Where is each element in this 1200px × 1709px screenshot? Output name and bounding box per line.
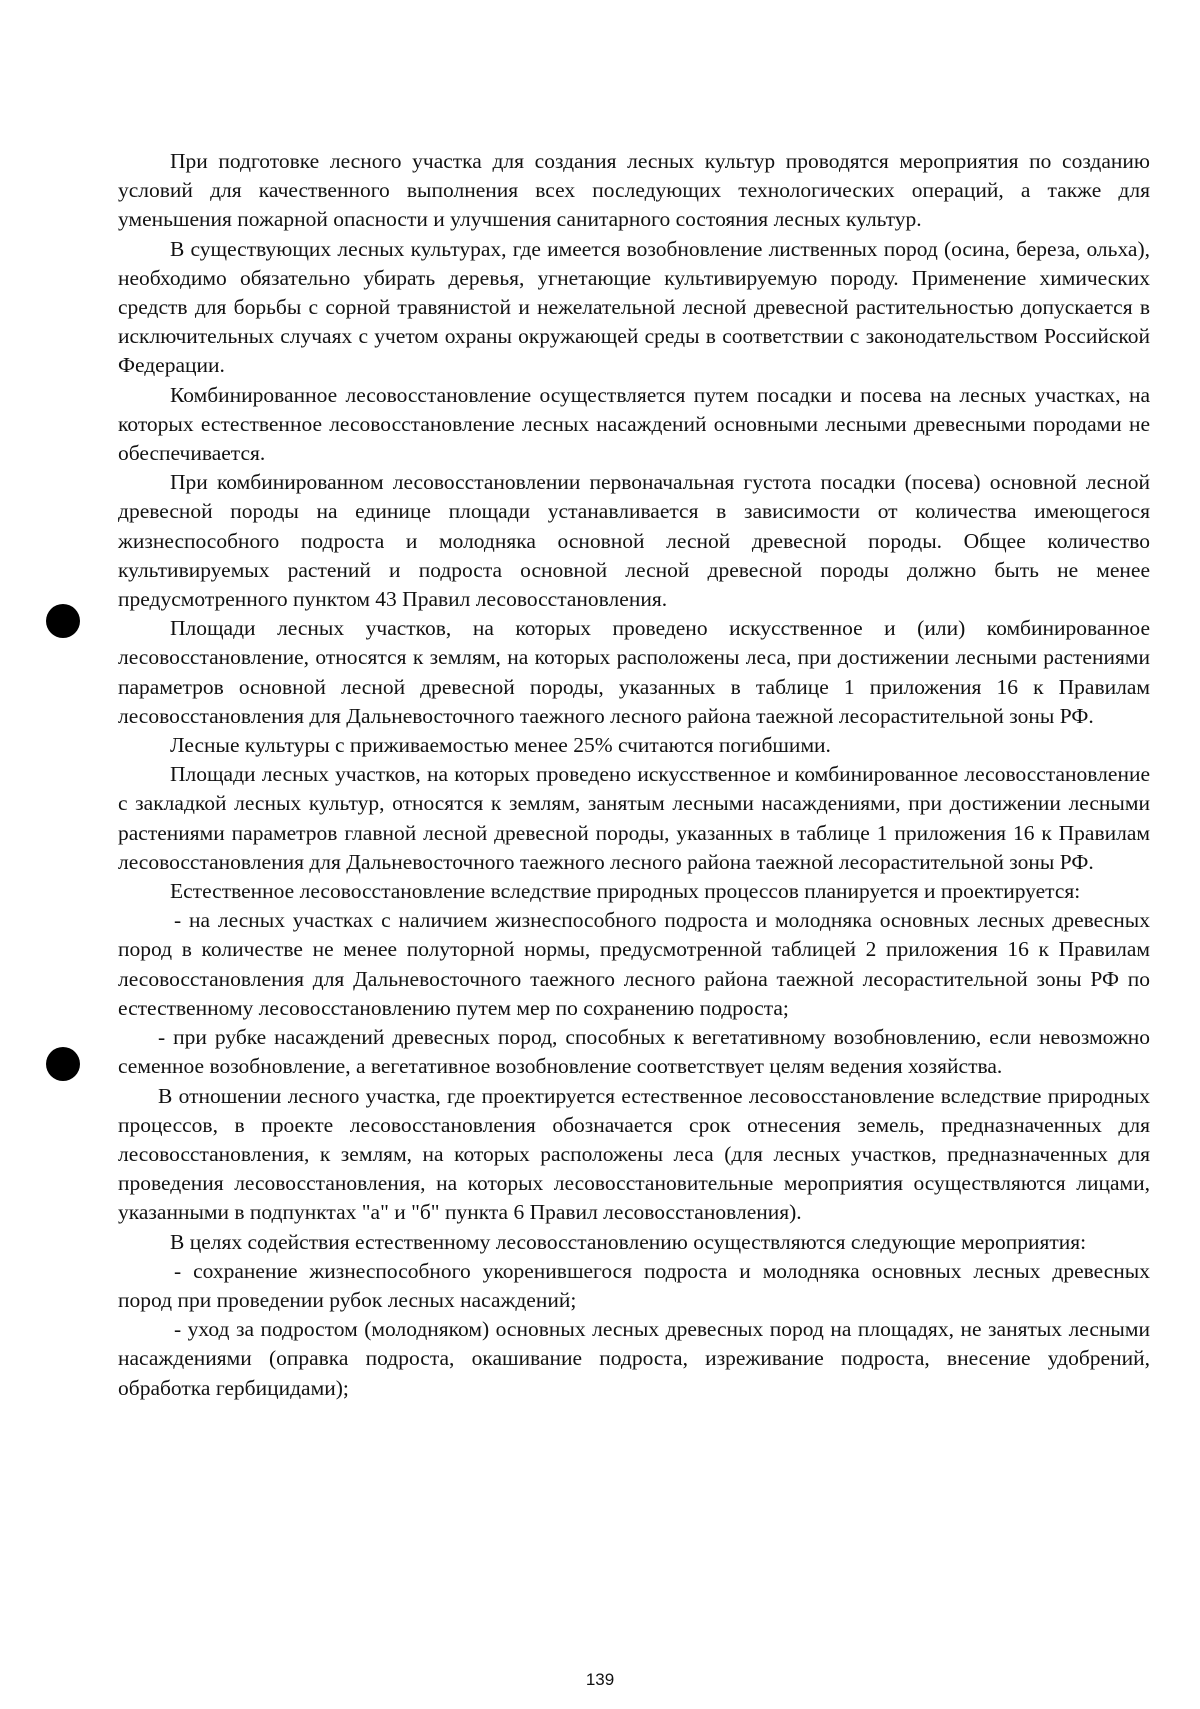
list-item-undergrowth: - на лесных участках с наличием жизнеспособного подроста и молодняка основных лесных древесных пород в количестве не менее полуторной нормы, предусмотренной таблицей 2 приложения 16 к Правилам лесовосстановления для Дальневосточного таежного лесного района таежной лесорастительной зоны РФ по естественному лесовосстановлению путем мер по сохранению подроста;	[118, 908, 1150, 1020]
document-body	[118, 147, 1150, 1403]
list-item-vegetative: - при рубке насаждений древесных пород, способных к вегетативному возобновлению, если невозможно семенное возобновление, а вегетативное возобновление соответствует целям ведения хозяйства.	[118, 1025, 1150, 1079]
page-number: 139	[585, 1670, 615, 1689]
paragraph-site-preparation: При подготовке лесного участка для создания лесных культур проводятся мероприятия по созданию условий для качественного выполнения всех последующих технологических операций, а также для уменьшения пожарной опасности и улучшения санитарного состояния лесных культур.	[118, 149, 1150, 232]
paragraph-existing-cultures: В существующих лесных культурах, где имеется возобновление лиственных пород (осина, береза, ольха), необходимо обязательно убирать деревья, угнетающие культивируемую породу. Применение химических средств для борьбы с сорной травянистой и нежелательной лесной древесной растительностью допускается в исключительных случаях с учетом охраны окружающей среды в соответствии с законодательством Российской Федерации.	[118, 236, 1150, 378]
paragraph-project-deadline: В отношении лесного участка, где проектируется естественное лесовосстановление вследствие природных процессов, в проекте лесовосстановления обозначается срок отнесения земель, предназначенных для лесовосстановления, к землям, на которых расположены леса (для лесных участков, предназначенных для проведения лесовосстановления, на которых лесовосстановительные мероприятия осуществляются лицами, указанными в подпунктах "а" и "б" пункта 6 Правил лесовосстановления).	[118, 1083, 1150, 1225]
list-item-care: - уход за подростом (молодняком) основных лесных древесных пород на площадях, не занятых лесными насаждениями (оправка подроста, окашивание подроста, изреживание подроста, внесение удобрений, обработка гербицидами);	[118, 1317, 1150, 1400]
punch-hole-top	[46, 604, 80, 638]
paragraph-combined-reforestation: Комбинированное лесовосстановление осуществляется путем посадки и посева на лесных участках, на которых естественное лесовосстановление лесных насаждений основными лесными древесными породами не обеспечивается.	[118, 382, 1150, 466]
paragraph-natural-reforestation: Естественное лесовосстановление вследствие природных процессов планируется и проектируется:	[170, 879, 1081, 904]
paragraph-dead-cultures: Лесные культуры с приживаемостью менее 25% считаются погибшими.	[170, 733, 831, 758]
paragraph-initial-density: При комбинированном лесовосстановлении первоначальная густота посадки (посева) основной лесной древесной породы на единице площади устанавливается в зависимости от количества имеющегося жизнеспособного подроста и молодняка основной лесной древесной породы. Общее количество культивируемых растений и подроста основной лесной древесной породы должно быть не менее предусмотренного пунктом 43 Правил лесовосстановления.	[118, 470, 1150, 612]
paragraph-assistance-measures: В целях содействия естественному лесовосстановлению осуществляются следующие мероприятия:	[170, 1229, 1087, 1254]
list-item-preservation: - сохранение жизнеспособного укоренившегося подроста и молодняка основных лесных древесных пород при проведении рубок лесных насаждений;	[118, 1258, 1150, 1312]
paragraph-forest-lands: Площади лесных участков, на которых проведено искусственное и (или) комбинированное лесовосстановление, относятся к землям, на которых расположены леса, при достижении лесными растениями параметров основной лесной древесной породы, указанных в таблице 1 приложения 16 к Правилам лесовосстановления для Дальневосточного таежного лесного района таежной лесорастительной зоны РФ.	[118, 616, 1150, 728]
punch-hole-bottom	[46, 1047, 80, 1081]
paragraph-forest-plantations: Площади лесных участков, на которых проведено искусственное и комбинированное лесовосстановление с закладкой лесных культур, относятся к землям, занятым лесными насаждениями, при достижении лесными растениями параметров главной лесной древесной породы, указанных в таблице 1 приложения 16 к Правилам лесовосстановления для Дальневосточного таежного лесного района таежной лесорастительной зоны РФ.	[118, 762, 1150, 874]
